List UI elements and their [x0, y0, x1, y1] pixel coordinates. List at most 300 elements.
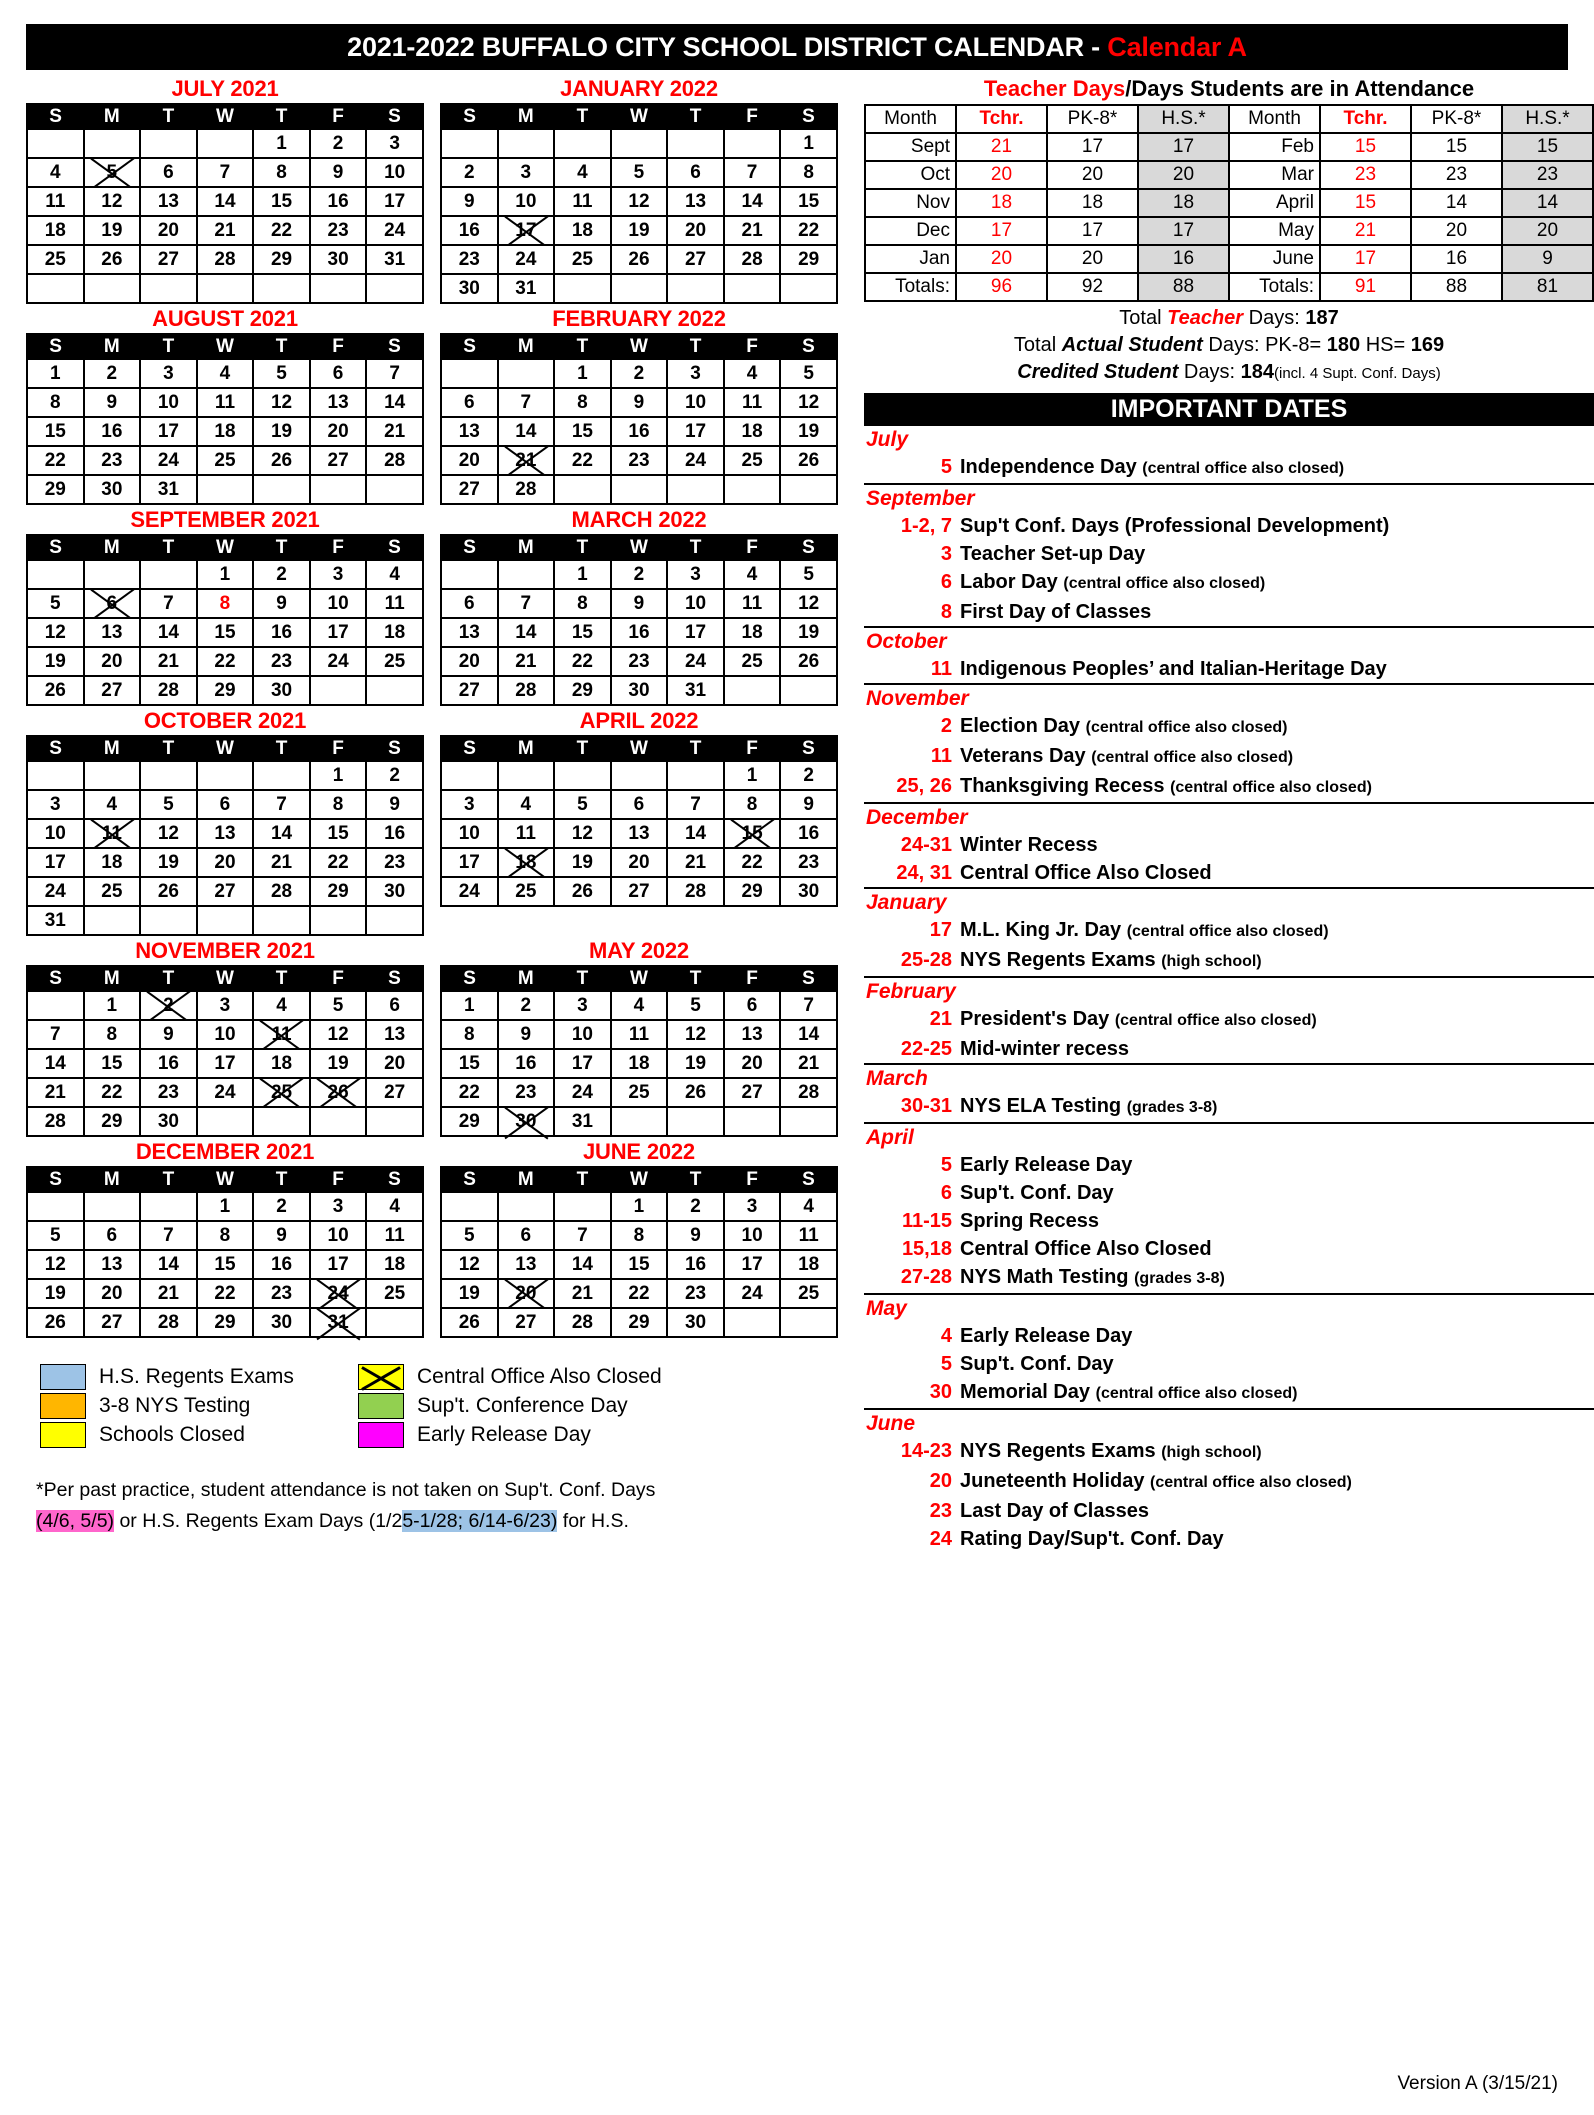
calendar-day-cell[interactable]: 4 — [724, 359, 781, 388]
calendar-day-cell[interactable]: 16 — [441, 216, 498, 245]
calendar-day-cell[interactable]: 28 — [554, 1308, 611, 1337]
calendar-day-cell[interactable]: 11 — [366, 589, 423, 618]
calendar-day-cell[interactable]: 15 — [554, 618, 611, 647]
calendar-day-cell[interactable]: 7 — [667, 790, 724, 819]
calendar-day-cell[interactable]: 26 — [27, 1308, 84, 1337]
calendar-day-cell[interactable]: 8 — [611, 1221, 668, 1250]
calendar-day-cell[interactable]: 12 — [27, 618, 84, 647]
calendar-day-cell[interactable]: 10 — [140, 388, 197, 417]
calendar-day-cell[interactable]: 13 — [498, 1250, 555, 1279]
calendar-day-cell[interactable]: 2 — [498, 991, 555, 1020]
calendar-day-cell[interactable]: 7 — [780, 991, 837, 1020]
calendar-day-cell[interactable]: 18 — [611, 1049, 668, 1078]
calendar-day-cell[interactable]: 27 — [84, 676, 141, 705]
calendar-day-cell[interactable]: 5 — [780, 560, 837, 589]
calendar-day-cell[interactable]: 25 — [780, 1279, 837, 1308]
calendar-day-cell[interactable]: 7 — [498, 388, 555, 417]
calendar-day-cell[interactable]: 15 — [554, 417, 611, 446]
calendar-day-cell[interactable]: 17 — [27, 848, 84, 877]
calendar-day-cell[interactable]: 15 — [611, 1250, 668, 1279]
calendar-day-cell[interactable]: 9 — [611, 388, 668, 417]
calendar-day-cell[interactable]: 23 — [366, 848, 423, 877]
calendar-day-cell[interactable]: 22 — [197, 647, 254, 676]
calendar-day-cell[interactable]: 18 — [780, 1250, 837, 1279]
calendar-day-cell[interactable]: 20 — [84, 647, 141, 676]
calendar-day-cell[interactable]: 29 — [441, 1107, 498, 1136]
calendar-day-cell[interactable]: 28 — [780, 1078, 837, 1107]
calendar-day-cell[interactable]: 7 — [724, 158, 781, 187]
calendar-day-cell[interactable]: 22 — [84, 1078, 141, 1107]
calendar-day-cell[interactable]: 19 — [780, 417, 837, 446]
calendar-day-cell[interactable]: 24 — [498, 245, 555, 274]
calendar-day-cell[interactable]: 7 — [27, 1020, 84, 1049]
calendar-day-cell[interactable]: 31 — [27, 906, 84, 935]
calendar-day-cell[interactable]: 29 — [611, 1308, 668, 1337]
calendar-day-cell[interactable]: 10 — [310, 1221, 367, 1250]
calendar-day-cell[interactable]: 4 — [197, 359, 254, 388]
calendar-day-cell[interactable]: 13 — [197, 819, 254, 848]
calendar-day-cell[interactable]: 19 — [441, 1279, 498, 1308]
calendar-day-cell[interactable]: 23 — [441, 245, 498, 274]
calendar-day-cell[interactable]: 19 — [780, 618, 837, 647]
calendar-day-cell[interactable]: 18 — [27, 216, 84, 245]
calendar-day-cell[interactable]: 4 — [780, 1192, 837, 1221]
calendar-day-cell[interactable]: 2 — [253, 1192, 310, 1221]
calendar-day-cell[interactable]: 11 — [611, 1020, 668, 1049]
calendar-day-cell[interactable]: 6 — [611, 790, 668, 819]
calendar-day-cell[interactable]: 6 — [84, 1221, 141, 1250]
calendar-day-cell[interactable]: 11 — [84, 819, 141, 848]
calendar-day-cell[interactable]: 15 — [724, 819, 781, 848]
calendar-day-cell[interactable]: 21 — [554, 1279, 611, 1308]
calendar-day-cell[interactable]: 14 — [253, 819, 310, 848]
calendar-day-cell[interactable]: 19 — [611, 216, 668, 245]
calendar-day-cell[interactable]: 17 — [667, 618, 724, 647]
calendar-day-cell[interactable]: 28 — [724, 245, 781, 274]
calendar-day-cell[interactable]: 17 — [498, 216, 555, 245]
calendar-day-cell[interactable]: 19 — [140, 848, 197, 877]
calendar-day-cell[interactable]: 3 — [554, 991, 611, 1020]
calendar-day-cell[interactable]: 28 — [253, 877, 310, 906]
calendar-day-cell[interactable]: 15 — [441, 1049, 498, 1078]
calendar-day-cell[interactable]: 26 — [27, 676, 84, 705]
calendar-day-cell[interactable]: 21 — [140, 647, 197, 676]
calendar-day-cell[interactable]: 2 — [667, 1192, 724, 1221]
calendar-day-cell[interactable]: 30 — [441, 274, 498, 303]
calendar-day-cell[interactable]: 15 — [27, 417, 84, 446]
calendar-day-cell[interactable]: 11 — [27, 187, 84, 216]
calendar-day-cell[interactable]: 5 — [140, 790, 197, 819]
calendar-day-cell[interactable]: 10 — [197, 1020, 254, 1049]
calendar-day-cell[interactable]: 23 — [780, 848, 837, 877]
calendar-day-cell[interactable]: 17 — [441, 848, 498, 877]
calendar-day-cell[interactable]: 12 — [84, 187, 141, 216]
calendar-day-cell[interactable]: 24 — [27, 877, 84, 906]
calendar-day-cell[interactable]: 14 — [140, 1250, 197, 1279]
calendar-day-cell[interactable]: 22 — [27, 446, 84, 475]
calendar-day-cell[interactable]: 24 — [140, 446, 197, 475]
calendar-day-cell[interactable]: 31 — [366, 245, 423, 274]
calendar-day-cell[interactable]: 8 — [310, 790, 367, 819]
calendar-day-cell[interactable]: 17 — [554, 1049, 611, 1078]
calendar-day-cell[interactable]: 19 — [27, 1279, 84, 1308]
calendar-day-cell[interactable]: 20 — [441, 446, 498, 475]
calendar-day-cell[interactable]: 16 — [780, 819, 837, 848]
calendar-day-cell[interactable]: 20 — [498, 1279, 555, 1308]
calendar-day-cell[interactable]: 17 — [197, 1049, 254, 1078]
calendar-day-cell[interactable]: 9 — [498, 1020, 555, 1049]
calendar-day-cell[interactable]: 7 — [366, 359, 423, 388]
calendar-day-cell[interactable]: 16 — [310, 187, 367, 216]
calendar-day-cell[interactable]: 3 — [667, 560, 724, 589]
calendar-day-cell[interactable]: 10 — [441, 819, 498, 848]
calendar-day-cell[interactable]: 6 — [667, 158, 724, 187]
calendar-day-cell[interactable]: 12 — [253, 388, 310, 417]
calendar-day-cell[interactable]: 6 — [724, 991, 781, 1020]
calendar-day-cell[interactable]: 2 — [84, 359, 141, 388]
calendar-day-cell[interactable]: 6 — [140, 158, 197, 187]
calendar-day-cell[interactable]: 20 — [724, 1049, 781, 1078]
calendar-day-cell[interactable]: 13 — [140, 187, 197, 216]
calendar-day-cell[interactable]: 14 — [27, 1049, 84, 1078]
calendar-day-cell[interactable]: 11 — [366, 1221, 423, 1250]
calendar-day-cell[interactable]: 12 — [441, 1250, 498, 1279]
calendar-day-cell[interactable]: 26 — [253, 446, 310, 475]
calendar-day-cell[interactable]: 24 — [667, 446, 724, 475]
calendar-day-cell[interactable]: 27 — [441, 475, 498, 504]
calendar-day-cell[interactable]: 23 — [611, 647, 668, 676]
calendar-day-cell[interactable]: 2 — [366, 761, 423, 790]
calendar-day-cell[interactable]: 28 — [667, 877, 724, 906]
calendar-day-cell[interactable]: 11 — [197, 388, 254, 417]
calendar-day-cell[interactable]: 5 — [611, 158, 668, 187]
calendar-day-cell[interactable]: 1 — [724, 761, 781, 790]
calendar-day-cell[interactable]: 18 — [197, 417, 254, 446]
calendar-day-cell[interactable]: 7 — [253, 790, 310, 819]
calendar-day-cell[interactable]: 9 — [366, 790, 423, 819]
calendar-day-cell[interactable]: 21 — [27, 1078, 84, 1107]
calendar-day-cell[interactable]: 5 — [84, 158, 141, 187]
calendar-day-cell[interactable]: 2 — [310, 129, 367, 158]
calendar-day-cell[interactable]: 4 — [366, 560, 423, 589]
calendar-day-cell[interactable]: 24 — [667, 647, 724, 676]
calendar-day-cell[interactable]: 14 — [498, 417, 555, 446]
calendar-day-cell[interactable]: 25 — [366, 1279, 423, 1308]
calendar-day-cell[interactable]: 9 — [441, 187, 498, 216]
calendar-day-cell[interactable]: 10 — [667, 388, 724, 417]
calendar-day-cell[interactable]: 3 — [441, 790, 498, 819]
calendar-day-cell[interactable]: 20 — [140, 216, 197, 245]
calendar-day-cell[interactable]: 8 — [554, 589, 611, 618]
calendar-day-cell[interactable]: 28 — [366, 446, 423, 475]
calendar-day-cell[interactable]: 16 — [140, 1049, 197, 1078]
calendar-day-cell[interactable]: 29 — [780, 245, 837, 274]
calendar-day-cell[interactable]: 3 — [197, 991, 254, 1020]
calendar-day-cell[interactable]: 21 — [140, 1279, 197, 1308]
calendar-day-cell[interactable]: 12 — [310, 1020, 367, 1049]
calendar-day-cell[interactable]: 8 — [441, 1020, 498, 1049]
calendar-day-cell[interactable]: 9 — [611, 589, 668, 618]
calendar-day-cell[interactable]: 20 — [611, 848, 668, 877]
calendar-day-cell[interactable]: 22 — [441, 1078, 498, 1107]
calendar-day-cell[interactable]: 5 — [27, 1221, 84, 1250]
calendar-day-cell[interactable]: 7 — [554, 1221, 611, 1250]
calendar-day-cell[interactable]: 30 — [253, 676, 310, 705]
calendar-day-cell[interactable]: 25 — [611, 1078, 668, 1107]
calendar-day-cell[interactable]: 30 — [84, 475, 141, 504]
calendar-day-cell[interactable]: 15 — [197, 618, 254, 647]
calendar-day-cell[interactable]: 27 — [140, 245, 197, 274]
calendar-day-cell[interactable]: 21 — [197, 216, 254, 245]
calendar-day-cell[interactable]: 7 — [140, 1221, 197, 1250]
calendar-day-cell[interactable]: 27 — [611, 877, 668, 906]
calendar-day-cell[interactable]: 25 — [724, 647, 781, 676]
calendar-day-cell[interactable]: 21 — [366, 417, 423, 446]
calendar-day-cell[interactable]: 18 — [498, 848, 555, 877]
calendar-day-cell[interactable]: 3 — [724, 1192, 781, 1221]
calendar-day-cell[interactable]: 10 — [667, 589, 724, 618]
calendar-day-cell[interactable]: 30 — [366, 877, 423, 906]
calendar-day-cell[interactable]: 15 — [197, 1250, 254, 1279]
calendar-day-cell[interactable]: 27 — [366, 1078, 423, 1107]
calendar-day-cell[interactable]: 23 — [84, 446, 141, 475]
calendar-day-cell[interactable]: 25 — [27, 245, 84, 274]
calendar-day-cell[interactable]: 5 — [554, 790, 611, 819]
calendar-day-cell[interactable]: 23 — [310, 216, 367, 245]
calendar-day-cell[interactable]: 26 — [780, 647, 837, 676]
calendar-day-cell[interactable]: 1 — [780, 129, 837, 158]
calendar-day-cell[interactable]: 27 — [441, 676, 498, 705]
calendar-day-cell[interactable]: 6 — [441, 589, 498, 618]
calendar-day-cell[interactable]: 26 — [84, 245, 141, 274]
calendar-day-cell[interactable]: 18 — [253, 1049, 310, 1078]
calendar-day-cell[interactable]: 20 — [197, 848, 254, 877]
calendar-day-cell[interactable]: 14 — [780, 1020, 837, 1049]
calendar-day-cell[interactable]: 17 — [724, 1250, 781, 1279]
calendar-day-cell[interactable]: 1 — [27, 359, 84, 388]
calendar-day-cell[interactable]: 27 — [310, 446, 367, 475]
calendar-day-cell[interactable]: 29 — [554, 676, 611, 705]
calendar-day-cell[interactable]: 12 — [780, 388, 837, 417]
calendar-day-cell[interactable]: 16 — [366, 819, 423, 848]
calendar-day-cell[interactable]: 28 — [197, 245, 254, 274]
calendar-day-cell[interactable]: 5 — [27, 589, 84, 618]
calendar-day-cell[interactable]: 5 — [780, 359, 837, 388]
calendar-day-cell[interactable]: 1 — [84, 991, 141, 1020]
calendar-day-cell[interactable]: 27 — [197, 877, 254, 906]
calendar-day-cell[interactable]: 24 — [310, 1279, 367, 1308]
calendar-day-cell[interactable]: 6 — [197, 790, 254, 819]
calendar-day-cell[interactable]: 20 — [441, 647, 498, 676]
calendar-day-cell[interactable]: 3 — [310, 1192, 367, 1221]
calendar-day-cell[interactable]: 16 — [611, 618, 668, 647]
calendar-day-cell[interactable]: 9 — [84, 388, 141, 417]
calendar-day-cell[interactable]: 10 — [366, 158, 423, 187]
calendar-day-cell[interactable]: 18 — [724, 618, 781, 647]
calendar-day-cell[interactable]: 14 — [366, 388, 423, 417]
calendar-day-cell[interactable]: 11 — [724, 388, 781, 417]
calendar-day-cell[interactable]: 12 — [27, 1250, 84, 1279]
calendar-day-cell[interactable]: 16 — [253, 618, 310, 647]
calendar-day-cell[interactable]: 30 — [140, 1107, 197, 1136]
calendar-day-cell[interactable]: 13 — [667, 187, 724, 216]
calendar-day-cell[interactable]: 6 — [498, 1221, 555, 1250]
calendar-day-cell[interactable]: 4 — [611, 991, 668, 1020]
calendar-day-cell[interactable]: 22 — [253, 216, 310, 245]
calendar-day-cell[interactable]: 2 — [611, 359, 668, 388]
calendar-day-cell[interactable]: 10 — [724, 1221, 781, 1250]
calendar-day-cell[interactable]: 12 — [554, 819, 611, 848]
calendar-day-cell[interactable]: 12 — [611, 187, 668, 216]
calendar-day-cell[interactable]: 13 — [611, 819, 668, 848]
calendar-day-cell[interactable]: 12 — [780, 589, 837, 618]
calendar-day-cell[interactable]: 28 — [498, 676, 555, 705]
calendar-day-cell[interactable]: 16 — [667, 1250, 724, 1279]
calendar-day-cell[interactable]: 27 — [667, 245, 724, 274]
calendar-day-cell[interactable]: 31 — [498, 274, 555, 303]
calendar-day-cell[interactable]: 9 — [253, 1221, 310, 1250]
calendar-day-cell[interactable]: 26 — [441, 1308, 498, 1337]
calendar-day-cell[interactable]: 3 — [27, 790, 84, 819]
calendar-day-cell[interactable]: 19 — [667, 1049, 724, 1078]
calendar-day-cell[interactable]: 8 — [253, 158, 310, 187]
calendar-day-cell[interactable]: 1 — [611, 1192, 668, 1221]
calendar-day-cell[interactable]: 4 — [366, 1192, 423, 1221]
calendar-day-cell[interactable]: 20 — [310, 417, 367, 446]
calendar-day-cell[interactable]: 12 — [140, 819, 197, 848]
calendar-day-cell[interactable]: 15 — [253, 187, 310, 216]
calendar-day-cell[interactable]: 21 — [724, 216, 781, 245]
calendar-day-cell[interactable]: 26 — [667, 1078, 724, 1107]
calendar-day-cell[interactable]: 2 — [611, 560, 668, 589]
calendar-day-cell[interactable]: 25 — [498, 877, 555, 906]
calendar-day-cell[interactable]: 11 — [724, 589, 781, 618]
calendar-day-cell[interactable]: 18 — [84, 848, 141, 877]
calendar-day-cell[interactable]: 10 — [498, 187, 555, 216]
calendar-day-cell[interactable]: 6 — [84, 589, 141, 618]
calendar-day-cell[interactable]: 1 — [253, 129, 310, 158]
calendar-day-cell[interactable]: 17 — [140, 417, 197, 446]
calendar-day-cell[interactable]: 9 — [253, 589, 310, 618]
calendar-day-cell[interactable]: 5 — [310, 991, 367, 1020]
calendar-day-cell[interactable]: 1 — [197, 1192, 254, 1221]
calendar-day-cell[interactable]: 20 — [84, 1279, 141, 1308]
calendar-day-cell[interactable]: 25 — [366, 647, 423, 676]
calendar-day-cell[interactable]: 5 — [441, 1221, 498, 1250]
calendar-day-cell[interactable]: 7 — [498, 589, 555, 618]
calendar-day-cell[interactable]: 25 — [724, 446, 781, 475]
calendar-day-cell[interactable]: 6 — [366, 991, 423, 1020]
calendar-day-cell[interactable]: 17 — [667, 417, 724, 446]
calendar-day-cell[interactable]: 8 — [780, 158, 837, 187]
calendar-day-cell[interactable]: 14 — [197, 187, 254, 216]
calendar-day-cell[interactable]: 4 — [724, 560, 781, 589]
calendar-day-cell[interactable]: 28 — [27, 1107, 84, 1136]
calendar-day-cell[interactable]: 16 — [84, 417, 141, 446]
calendar-day-cell[interactable]: 7 — [197, 158, 254, 187]
calendar-day-cell[interactable]: 16 — [498, 1049, 555, 1078]
calendar-day-cell[interactable]: 21 — [667, 848, 724, 877]
calendar-day-cell[interactable]: 3 — [310, 560, 367, 589]
calendar-day-cell[interactable]: 3 — [667, 359, 724, 388]
calendar-day-cell[interactable]: 21 — [498, 446, 555, 475]
calendar-day-cell[interactable]: 30 — [611, 676, 668, 705]
calendar-day-cell[interactable]: 9 — [310, 158, 367, 187]
calendar-day-cell[interactable]: 13 — [441, 618, 498, 647]
calendar-day-cell[interactable]: 2 — [780, 761, 837, 790]
calendar-day-cell[interactable]: 29 — [197, 676, 254, 705]
calendar-day-cell[interactable]: 4 — [253, 991, 310, 1020]
calendar-day-cell[interactable]: 16 — [611, 417, 668, 446]
calendar-day-cell[interactable]: 23 — [667, 1279, 724, 1308]
calendar-day-cell[interactable]: 8 — [84, 1020, 141, 1049]
calendar-day-cell[interactable]: 2 — [441, 158, 498, 187]
calendar-day-cell[interactable]: 16 — [253, 1250, 310, 1279]
calendar-day-cell[interactable]: 8 — [197, 589, 254, 618]
calendar-day-cell[interactable]: 24 — [724, 1279, 781, 1308]
calendar-day-cell[interactable]: 2 — [253, 560, 310, 589]
calendar-day-cell[interactable]: 9 — [780, 790, 837, 819]
calendar-day-cell[interactable]: 14 — [554, 1250, 611, 1279]
calendar-day-cell[interactable]: 22 — [724, 848, 781, 877]
calendar-day-cell[interactable]: 31 — [310, 1308, 367, 1337]
calendar-day-cell[interactable]: 19 — [27, 647, 84, 676]
calendar-day-cell[interactable]: 28 — [140, 676, 197, 705]
calendar-day-cell[interactable]: 14 — [667, 819, 724, 848]
calendar-day-cell[interactable]: 6 — [310, 359, 367, 388]
calendar-day-cell[interactable]: 23 — [253, 647, 310, 676]
calendar-day-cell[interactable]: 24 — [197, 1078, 254, 1107]
calendar-day-cell[interactable]: 9 — [667, 1221, 724, 1250]
calendar-day-cell[interactable]: 20 — [366, 1049, 423, 1078]
calendar-day-cell[interactable]: 19 — [554, 848, 611, 877]
calendar-day-cell[interactable]: 3 — [366, 129, 423, 158]
calendar-day-cell[interactable]: 15 — [780, 187, 837, 216]
calendar-day-cell[interactable]: 29 — [253, 245, 310, 274]
calendar-day-cell[interactable]: 29 — [724, 877, 781, 906]
calendar-day-cell[interactable]: 14 — [498, 618, 555, 647]
calendar-day-cell[interactable]: 22 — [611, 1279, 668, 1308]
calendar-day-cell[interactable]: 18 — [554, 216, 611, 245]
calendar-day-cell[interactable]: 14 — [140, 618, 197, 647]
calendar-day-cell[interactable]: 18 — [724, 417, 781, 446]
calendar-day-cell[interactable]: 10 — [310, 589, 367, 618]
calendar-day-cell[interactable]: 18 — [366, 618, 423, 647]
calendar-day-cell[interactable]: 23 — [253, 1279, 310, 1308]
calendar-day-cell[interactable]: 2 — [140, 991, 197, 1020]
calendar-day-cell[interactable]: 10 — [554, 1020, 611, 1049]
calendar-day-cell[interactable]: 1 — [310, 761, 367, 790]
calendar-day-cell[interactable]: 8 — [27, 388, 84, 417]
calendar-day-cell[interactable]: 24 — [310, 647, 367, 676]
calendar-day-cell[interactable]: 10 — [27, 819, 84, 848]
calendar-day-cell[interactable]: 23 — [498, 1078, 555, 1107]
calendar-day-cell[interactable]: 13 — [84, 618, 141, 647]
calendar-day-cell[interactable]: 17 — [310, 618, 367, 647]
calendar-day-cell[interactable]: 11 — [253, 1020, 310, 1049]
calendar-day-cell[interactable]: 23 — [611, 446, 668, 475]
calendar-day-cell[interactable]: 5 — [667, 991, 724, 1020]
calendar-day-cell[interactable]: 22 — [554, 446, 611, 475]
calendar-day-cell[interactable]: 21 — [253, 848, 310, 877]
calendar-day-cell[interactable]: 25 — [84, 877, 141, 906]
calendar-day-cell[interactable]: 5 — [253, 359, 310, 388]
calendar-day-cell[interactable]: 28 — [140, 1308, 197, 1337]
calendar-day-cell[interactable]: 4 — [27, 158, 84, 187]
calendar-day-cell[interactable]: 18 — [366, 1250, 423, 1279]
calendar-day-cell[interactable]: 28 — [498, 475, 555, 504]
calendar-day-cell[interactable]: 3 — [140, 359, 197, 388]
